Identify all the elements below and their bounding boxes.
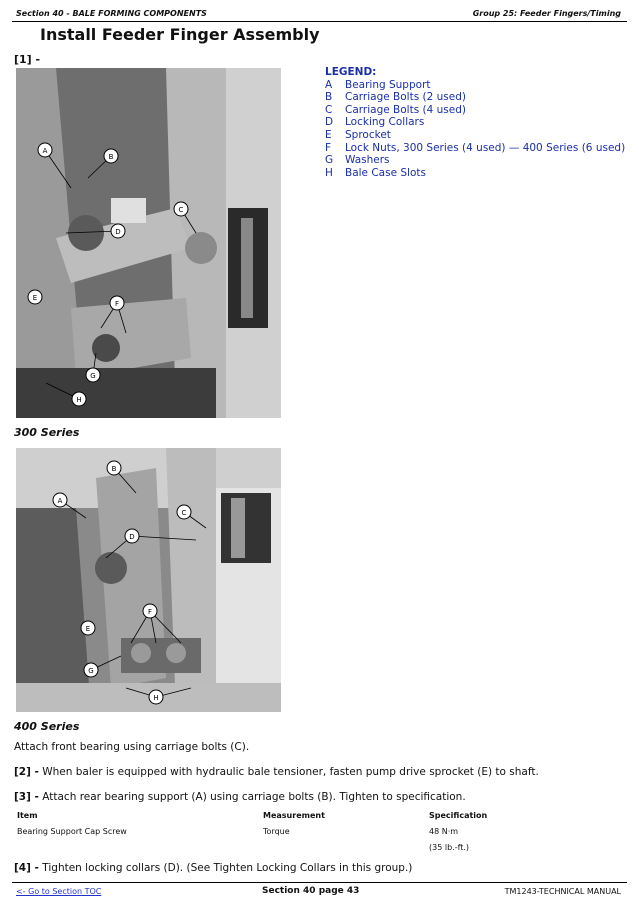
- step-3-text: Attach rear bearing support (A) using carriage bolts (B). Tighten to specification.: [42, 791, 466, 803]
- step-2-text: When baler is equipped with hydraulic bale tensioner, fasten pump drive sprocket (E) to shaft.: [42, 766, 539, 778]
- spec-table: [17, 811, 487, 855]
- step-3: [14, 791, 466, 803]
- legend-item: D Locking Collars: [325, 116, 425, 129]
- section-header: Section 40 - BALE FORMING COMPONENTS: [16, 9, 207, 18]
- figure-400-series-photo: [16, 448, 281, 712]
- table-row-alt: [17, 843, 487, 855]
- svg-text:C: C: [181, 509, 187, 517]
- figure-300-caption: 300 Series: [14, 426, 80, 439]
- svg-text:H: H: [153, 694, 159, 702]
- header-rule: [12, 21, 627, 22]
- legend-item: H Bale Case Slots: [325, 166, 426, 179]
- svg-text:E: E: [85, 625, 91, 633]
- spec-item: Bearing Support Cap Screw: [17, 827, 127, 836]
- step-4-label: [4] -: [14, 862, 39, 874]
- spec-header-specification: Specification: [429, 811, 488, 820]
- step-2-label: [2] -: [14, 766, 39, 778]
- svg-text:A: A: [57, 497, 63, 505]
- legend-item: E Sprocket: [325, 128, 391, 141]
- legend-item: B Carriage Bolts (2 used): [325, 91, 466, 104]
- legend-item: F Lock Nuts, 300 Series (4 used) — 400 Series (6 used): [325, 141, 626, 154]
- svg-text:D: D: [129, 533, 135, 541]
- legend-title: LEGEND:: [325, 66, 377, 78]
- svg-text:B: B: [108, 153, 114, 161]
- legend-item: G Washers: [325, 154, 390, 167]
- section-toc-link[interactable]: <- Go to Section TOC: [16, 887, 102, 896]
- step-4: [14, 862, 412, 874]
- figure-400-caption: 400 Series: [14, 720, 80, 733]
- figure-300-series-photo: [16, 68, 281, 418]
- svg-text:F: F: [147, 608, 153, 616]
- svg-text:C: C: [178, 206, 184, 214]
- spec-value: 48 N·m: [429, 827, 459, 836]
- spec-measurement: Torque: [263, 827, 290, 836]
- svg-text:B: B: [111, 465, 117, 473]
- step-2: [14, 766, 539, 778]
- svg-text:D: D: [115, 228, 121, 236]
- spec-header-measurement: Measurement: [263, 811, 325, 820]
- figure-400-series-illustration: [16, 448, 281, 712]
- svg-text:A: A: [42, 147, 48, 155]
- manual-id: TM1243-TECHNICAL MANUAL: [504, 887, 621, 896]
- paragraph-front-bearing: Attach front bearing using carriage bolts (C).: [14, 741, 250, 753]
- svg-text:F: F: [114, 300, 120, 308]
- step-3-label: [3] -: [14, 791, 39, 803]
- legend: [325, 66, 625, 179]
- footer-rule: [12, 882, 627, 883]
- svg-text:H: H: [76, 396, 82, 404]
- svg-text:E: E: [32, 294, 38, 302]
- table-row: [17, 827, 487, 843]
- svg-text:G: G: [90, 372, 96, 380]
- figure-300-series-illustration: [16, 68, 281, 418]
- spec-header-item: Item: [17, 811, 38, 820]
- page-title: Install Feeder Finger Assembly: [40, 25, 320, 44]
- step-4-text: Tighten locking collars (D). (See Tighten Locking Collars in this group.): [42, 862, 413, 874]
- legend-item: A Bearing Support: [325, 78, 431, 91]
- legend-item: C Carriage Bolts (4 used): [325, 103, 466, 116]
- spec-table-header: [17, 811, 487, 823]
- group-header: Group 25: Feeder Fingers/Timing: [472, 9, 621, 18]
- svg-text:G: G: [88, 667, 94, 675]
- step-1-label: [1] -: [14, 53, 41, 66]
- page-number: Section 40 page 43: [262, 886, 360, 896]
- spec-value-imperial: (35 lb.-ft.): [429, 843, 470, 852]
